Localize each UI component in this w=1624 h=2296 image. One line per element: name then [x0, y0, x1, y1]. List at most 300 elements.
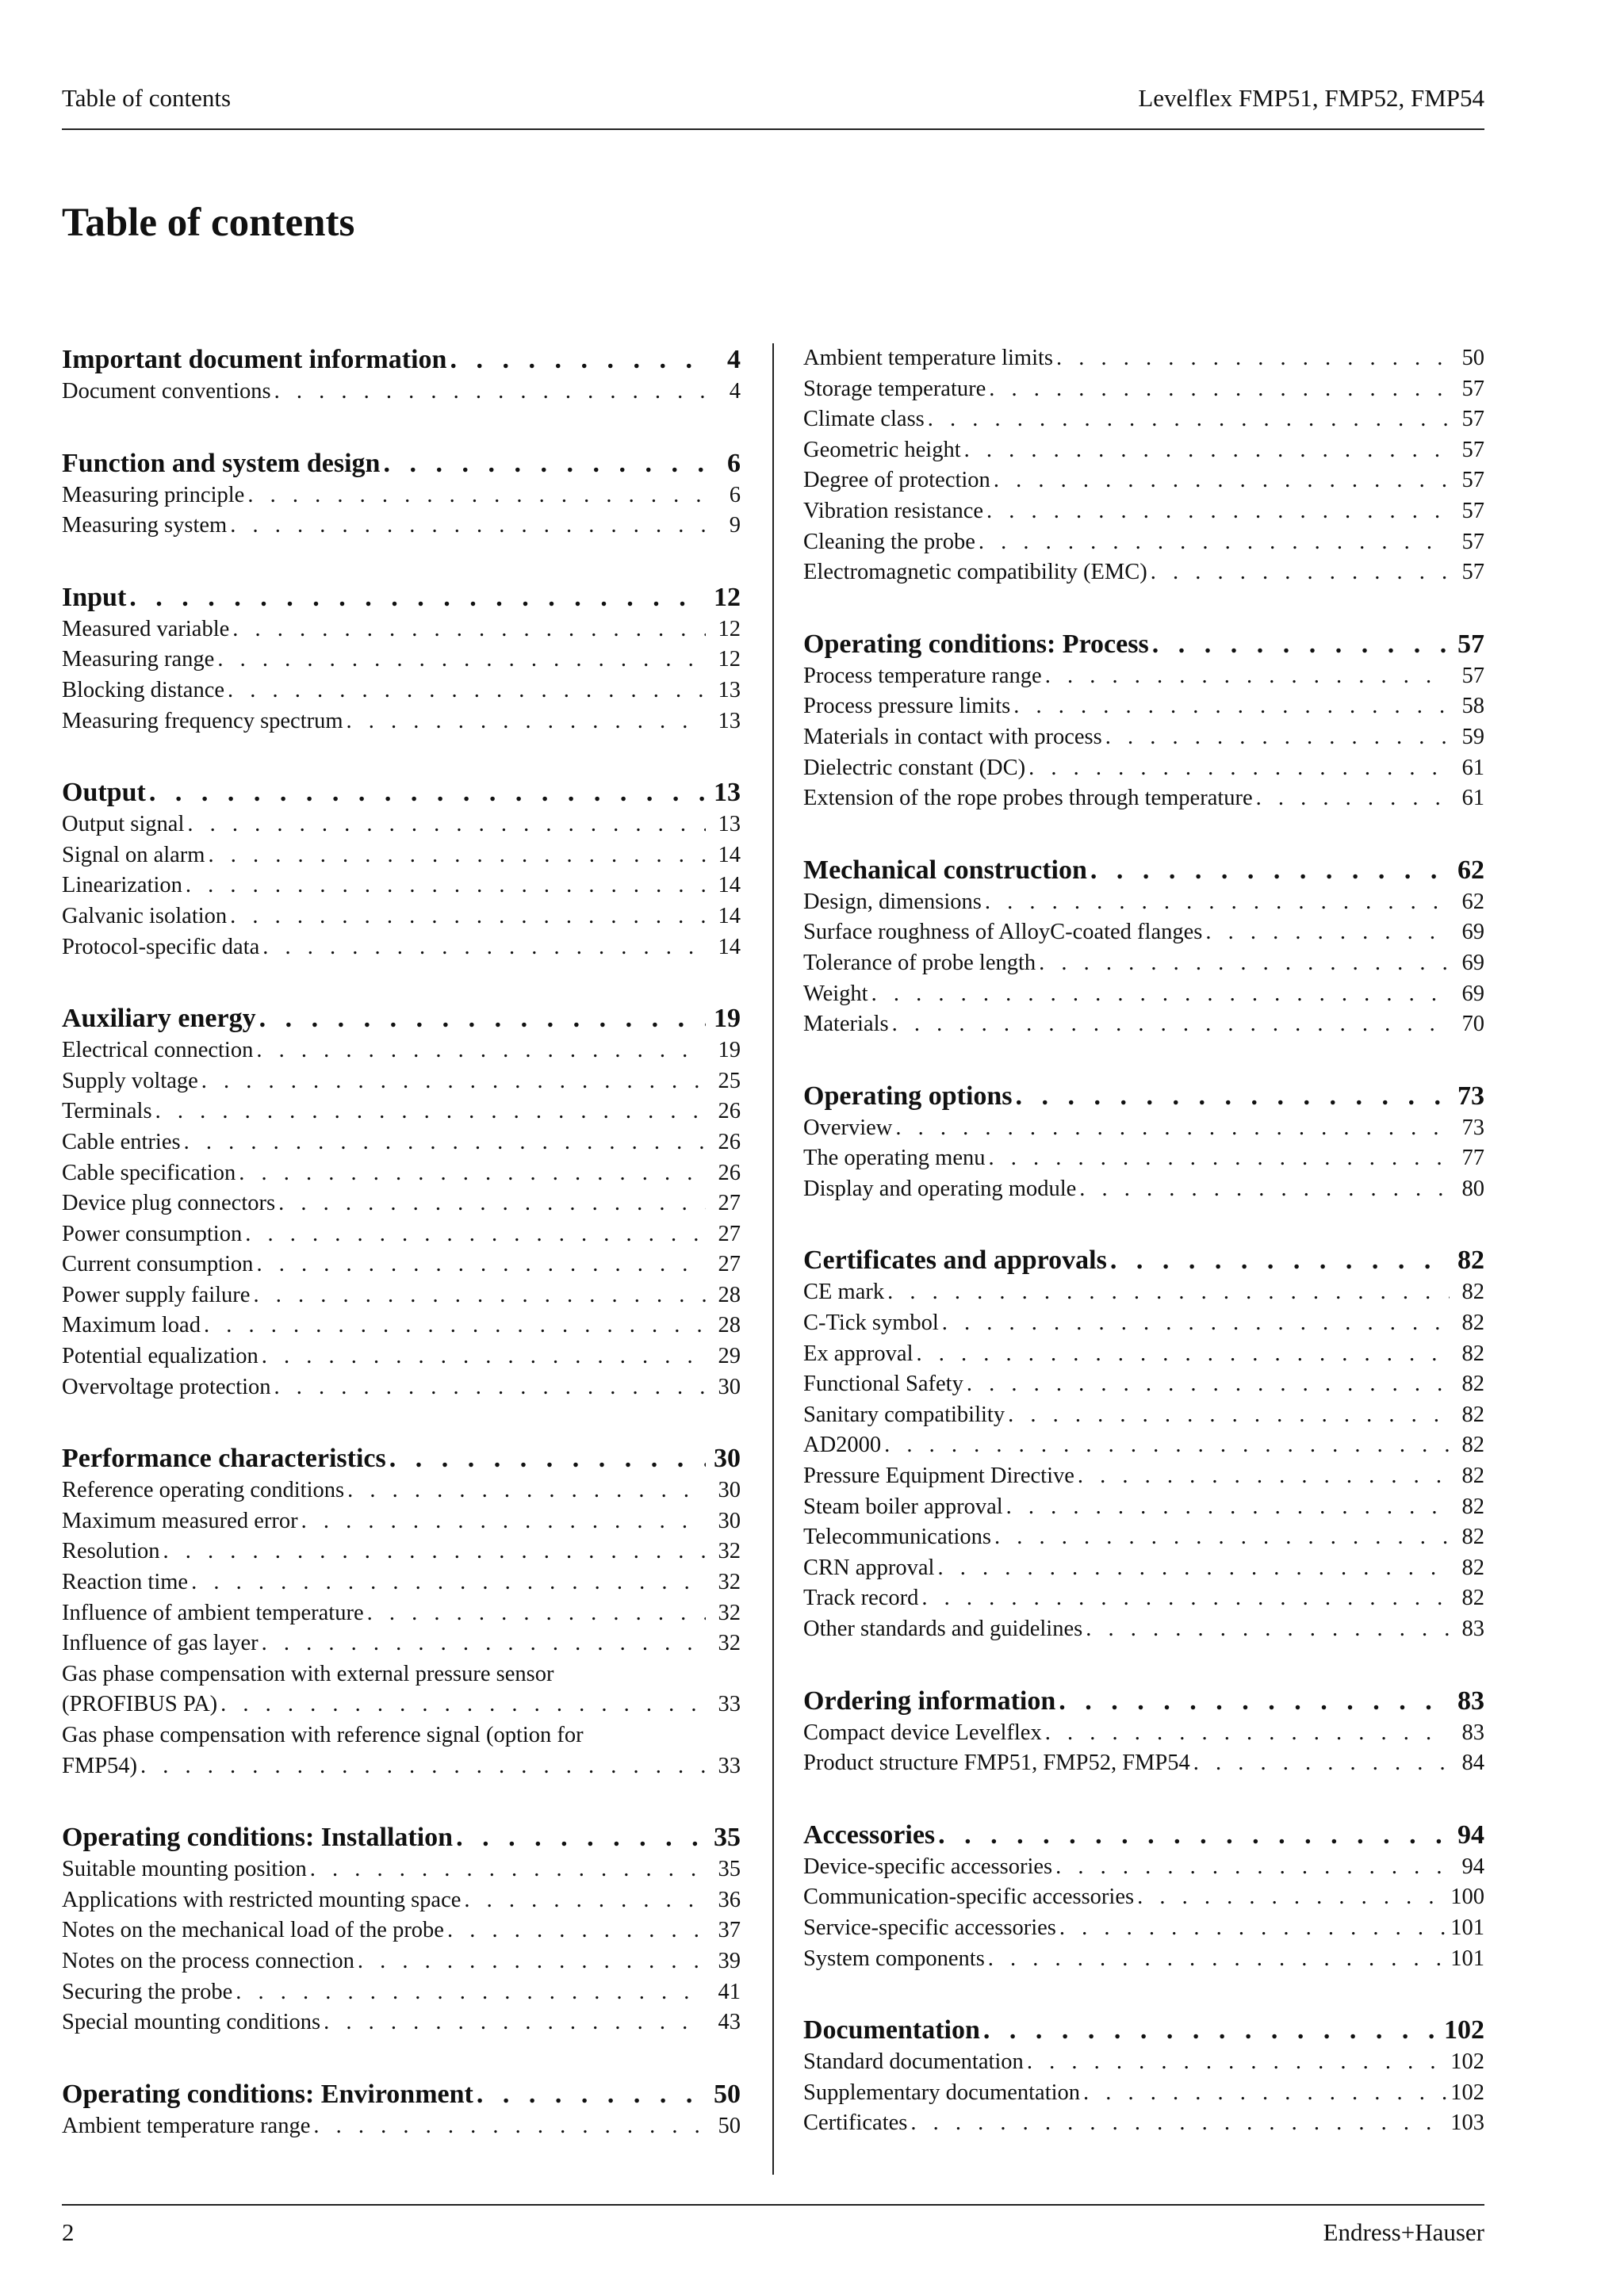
- dot-leader: [228, 675, 706, 706]
- toc-entry-title: Sanitary compatibility: [803, 1402, 1005, 1427]
- toc-entry[interactable]: [803, 1009, 1484, 1040]
- toc-entry-title: Electrical connection: [62, 1038, 254, 1063]
- section-gap: [803, 1204, 1484, 1244]
- dot-leader: [262, 932, 706, 963]
- toc-section-page: 4: [727, 345, 741, 374]
- toc-entry-page: 41: [718, 1979, 741, 2004]
- toc-entry[interactable]: [62, 706, 741, 737]
- toc-entry[interactable]: [62, 1475, 741, 1506]
- toc-entry-wrapped-line[interactable]: Gas phase compensation with external pressure sensor: [62, 1661, 554, 1686]
- dot-leader: [201, 1066, 706, 1097]
- toc-section-heading[interactable]: [803, 854, 1484, 887]
- section-gap: [62, 1402, 741, 1442]
- toc-section-heading[interactable]: [803, 1685, 1484, 1718]
- toc-entry-page: 30: [718, 1478, 741, 1503]
- dot-leader: [983, 2014, 1441, 2047]
- dot-leader: [204, 1311, 706, 1341]
- toc-entry[interactable]: [62, 1946, 741, 1977]
- toc-entry[interactable]: [803, 1913, 1484, 1944]
- toc-entry[interactable]: [62, 1689, 741, 1720]
- toc-entry[interactable]: [803, 1944, 1484, 1975]
- toc-entry[interactable]: [803, 1718, 1484, 1749]
- toc-entry[interactable]: [62, 1158, 741, 1189]
- toc-entry-page: 69: [1461, 981, 1484, 1006]
- toc-entry-page: 103: [1450, 2110, 1484, 2136]
- dot-leader: [313, 2111, 706, 2142]
- toc-entry-title: Protocol-specific data: [62, 934, 260, 959]
- toc-entry-page: 82: [1461, 1311, 1484, 1336]
- toc-section-title: Auxiliary energy: [62, 1004, 256, 1034]
- toc-entry[interactable]: [803, 1430, 1484, 1461]
- toc-entry-title: Measuring frequency spectrum: [62, 708, 343, 733]
- footer-rule: [62, 2204, 1484, 2206]
- toc-entry[interactable]: [803, 404, 1484, 435]
- toc-entry-title: Measuring range: [62, 647, 215, 672]
- toc-entry[interactable]: [803, 2047, 1484, 2078]
- toc-entry[interactable]: [803, 343, 1484, 374]
- toc-entry-title: Maximum measured error: [62, 1508, 298, 1533]
- toc-entry-title: Output signal: [62, 812, 185, 837]
- dot-leader: [887, 1277, 1450, 1308]
- toc-entry[interactable]: [62, 675, 741, 706]
- dot-leader: [274, 1372, 706, 1403]
- toc-entry-title: Pressure Equipment Directive: [803, 1464, 1074, 1489]
- toc-entry[interactable]: [62, 1977, 741, 2008]
- toc-section-heading[interactable]: [803, 1819, 1484, 1852]
- toc-entry-page: 61: [1461, 786, 1484, 811]
- dot-leader: [347, 1475, 706, 1506]
- toc-entry[interactable]: [803, 527, 1484, 558]
- dot-leader: [247, 480, 706, 511]
- toc-entry[interactable]: [803, 1308, 1484, 1339]
- toc-section-page: 13: [714, 778, 741, 808]
- dot-leader: [450, 343, 706, 377]
- toc-entry-page: 73: [1461, 1115, 1484, 1140]
- toc-entry[interactable]: [803, 1614, 1484, 1645]
- dot-leader: [256, 1249, 706, 1280]
- toc-section-page: 50: [714, 2079, 741, 2109]
- dot-leader: [253, 1280, 706, 1311]
- toc-entry-page: 32: [718, 1539, 741, 1564]
- section-gap: [803, 1974, 1484, 2014]
- dot-leader: [464, 1885, 706, 1916]
- dot-leader: [383, 447, 706, 480]
- toc-section-heading[interactable]: [803, 628, 1484, 661]
- dot-leader: [986, 496, 1450, 527]
- toc-section-page: 30: [714, 1444, 741, 1474]
- toc-entry-title: Display and operating module: [803, 1176, 1077, 1201]
- toc-entry-page: 57: [1461, 560, 1484, 585]
- toc-entry[interactable]: [803, 2078, 1484, 2109]
- toc-entry[interactable]: [62, 1598, 741, 1629]
- dot-leader: [1137, 1882, 1447, 1913]
- dot-leader: [1059, 1685, 1450, 1718]
- toc-entry-title: Ambient temperature limits: [803, 346, 1054, 370]
- dot-leader: [1205, 917, 1450, 948]
- toc-entry[interactable]: [62, 1249, 741, 1280]
- section-gap: [803, 1645, 1484, 1685]
- section-gap: [62, 541, 741, 581]
- toc-entry[interactable]: [803, 1882, 1484, 1913]
- toc-entry[interactable]: [803, 753, 1484, 784]
- dot-leader: [1039, 948, 1450, 979]
- dot-leader: [1013, 691, 1450, 722]
- toc-entry-title: Measured variable: [62, 616, 230, 641]
- toc-entry-title: CRN approval: [803, 1555, 935, 1580]
- toc-entry-page: 82: [1461, 1555, 1484, 1580]
- toc-entry[interactable]: [803, 887, 1484, 918]
- dot-leader: [989, 1143, 1450, 1174]
- toc-entry[interactable]: [62, 1035, 741, 1066]
- toc-entry[interactable]: [803, 2108, 1484, 2139]
- toc-section-title: Important document information: [62, 345, 447, 374]
- toc-entry[interactable]: [803, 1852, 1484, 1883]
- toc-entry-page: 101: [1450, 1915, 1484, 1940]
- toc-section-title: Input: [62, 582, 127, 612]
- toc-entry-title: Cleaning the probe: [803, 529, 975, 554]
- toc-section-heading[interactable]: [62, 1442, 741, 1475]
- dot-leader: [278, 1188, 706, 1219]
- toc-entry-title: Extension of the rope probes through temperature: [803, 786, 1253, 811]
- toc-entry[interactable]: [62, 1066, 741, 1097]
- toc-entry[interactable]: [803, 465, 1484, 496]
- toc-entry[interactable]: [803, 917, 1484, 948]
- dot-leader: [155, 1096, 706, 1127]
- toc-entry[interactable]: [62, 2007, 741, 2038]
- toc-entry[interactable]: [803, 557, 1484, 588]
- toc-entry[interactable]: [62, 901, 741, 932]
- toc-entry-page: 26: [718, 1129, 741, 1154]
- toc-entry-page: 30: [718, 1508, 741, 1533]
- dot-leader: [324, 2007, 706, 2038]
- toc-entry[interactable]: [803, 1461, 1484, 1492]
- dot-leader: [1086, 1614, 1450, 1645]
- toc-entry-page: 59: [1461, 724, 1484, 749]
- toc-entry-page: 57: [1461, 437, 1484, 462]
- dot-leader: [217, 645, 706, 675]
- dot-leader: [994, 1522, 1450, 1553]
- dot-leader: [232, 614, 706, 645]
- dot-leader: [140, 1751, 706, 1782]
- toc-entry-title: Functional Safety: [803, 1372, 963, 1397]
- toc-section-title: Function and system design: [62, 448, 381, 478]
- toc-entry[interactable]: [62, 809, 741, 840]
- dot-leader: [187, 809, 706, 840]
- toc-section-page: 83: [1457, 1686, 1484, 1716]
- toc-entry[interactable]: [62, 1280, 741, 1311]
- toc-entry[interactable]: [62, 1854, 741, 1885]
- toc-entry-title: Notes on the process connection: [62, 1948, 354, 1973]
- toc-entry-title: Service-specific accessories: [803, 1915, 1056, 1940]
- toc-entry[interactable]: [62, 1311, 741, 1341]
- section-gap: [803, 588, 1484, 628]
- toc-section-title: Operating conditions: Process: [803, 629, 1149, 659]
- running-header-left: Table of contents: [62, 84, 232, 112]
- toc-entry-page: 69: [1461, 950, 1484, 975]
- toc-entry[interactable]: [803, 1369, 1484, 1400]
- toc-entry-title: Communication-specific accessories: [803, 1885, 1135, 1910]
- toc-entry[interactable]: [62, 377, 741, 408]
- toc-section-heading[interactable]: [62, 2078, 741, 2111]
- section-gap: [803, 814, 1484, 854]
- dot-leader: [274, 377, 706, 408]
- toc-entry[interactable]: [803, 374, 1484, 405]
- toc-entry-page: 9: [729, 513, 741, 538]
- toc-entry[interactable]: [62, 645, 741, 675]
- toc-entry[interactable]: [803, 1553, 1484, 1584]
- toc-entry-title: Potential equalization: [62, 1344, 259, 1369]
- toc-entry-page: 83: [1461, 1720, 1484, 1745]
- toc-entry[interactable]: [62, 480, 741, 511]
- toc-section-heading[interactable]: [62, 581, 741, 614]
- toc-entry[interactable]: [62, 1127, 741, 1158]
- dot-leader: [149, 776, 706, 809]
- toc-entry-page: 14: [718, 873, 741, 898]
- toc-section-title: Accessories: [803, 1820, 936, 1850]
- dot-leader: [220, 1689, 706, 1720]
- toc-entry-title: Suitable mounting position: [62, 1857, 307, 1882]
- dot-leader: [389, 1442, 706, 1475]
- toc-entry[interactable]: [62, 840, 741, 871]
- toc-entry-page: 50: [718, 2113, 741, 2138]
- toc-entry[interactable]: [62, 1341, 741, 1372]
- toc-entry-page: 26: [718, 1160, 741, 1185]
- toc-entry-page: 80: [1461, 1176, 1484, 1201]
- toc-section-heading[interactable]: [62, 1002, 741, 1035]
- section-gap: [62, 962, 741, 1002]
- dot-leader: [191, 1567, 706, 1598]
- dot-leader: [256, 1035, 706, 1066]
- toc-entry-page: 62: [1461, 889, 1484, 914]
- toc-entry-title: AD2000: [803, 1433, 882, 1458]
- toc-entry[interactable]: [803, 691, 1484, 722]
- toc-entry-title: Electromagnetic compatibility (EMC): [803, 560, 1147, 585]
- toc-entry-page: 82: [1461, 1525, 1484, 1550]
- dot-leader: [938, 1819, 1450, 1852]
- toc-entry-page: 27: [718, 1221, 741, 1246]
- running-header-right: Levelflex FMP51, FMP52, FMP54: [1138, 84, 1484, 112]
- toc-entry-page: 26: [718, 1099, 741, 1124]
- toc-entry[interactable]: [62, 871, 741, 901]
- toc-entry-title: Document conventions: [62, 379, 271, 404]
- toc-entry[interactable]: [803, 1174, 1484, 1205]
- toc-entry-title: Dielectric constant (DC): [803, 755, 1026, 780]
- toc-entry-title: Galvanic isolation: [62, 903, 228, 928]
- toc-section-title: Mechanical construction: [803, 855, 1087, 885]
- dot-leader: [245, 1219, 706, 1250]
- toc-entry-title: Ambient temperature range: [62, 2113, 311, 2138]
- toc-entry-page: 27: [718, 1252, 741, 1277]
- toc-entry[interactable]: [62, 1628, 741, 1659]
- toc-entry-title: Tolerance of probe length: [803, 950, 1036, 975]
- dot-leader: [163, 1536, 706, 1567]
- dot-leader: [310, 1854, 706, 1885]
- toc-entry[interactable]: [803, 1492, 1484, 1523]
- dot-leader: [895, 1113, 1450, 1144]
- toc-entry-page: 82: [1461, 1341, 1484, 1366]
- toc-entry-page: 4: [729, 379, 741, 404]
- toc-entry[interactable]: [803, 948, 1484, 979]
- dot-leader: [208, 840, 706, 871]
- toc-entry[interactable]: [803, 1400, 1484, 1431]
- toc-entry-page: 33: [718, 1692, 741, 1717]
- dot-leader: [367, 1598, 706, 1629]
- dot-leader: [262, 1628, 706, 1659]
- dot-leader: [985, 887, 1450, 918]
- toc-entry-page: 43: [718, 2010, 741, 2035]
- toc-section-title: Performance characteristics: [62, 1444, 386, 1474]
- dot-leader: [1055, 1852, 1450, 1883]
- toc-entry-title: Storage temperature: [803, 376, 986, 401]
- toc-entry[interactable]: [62, 1915, 741, 1946]
- toc-entry-page: 57: [1461, 376, 1484, 401]
- toc-entry-title: Power consumption: [62, 1221, 243, 1246]
- toc-entry[interactable]: [803, 722, 1484, 753]
- toc-section-heading[interactable]: [62, 343, 741, 377]
- toc-entry-page: 14: [718, 903, 741, 928]
- toc-entry-title: Ex approval: [803, 1341, 914, 1366]
- toc-entry[interactable]: [62, 932, 741, 963]
- toc-entry-page: 13: [718, 677, 741, 702]
- toc-entry[interactable]: [62, 1096, 741, 1127]
- toc-entry-title: Geometric height: [803, 437, 961, 462]
- toc-section-title: Operating options: [803, 1081, 1013, 1111]
- toc-entry-page: 57: [1461, 407, 1484, 432]
- toc-entry-title: Overvoltage protection: [62, 1374, 271, 1399]
- toc-entry-title: The operating menu: [803, 1146, 986, 1171]
- toc-entry-title: Influence of gas layer: [62, 1631, 259, 1656]
- dot-leader: [236, 1977, 706, 2008]
- toc-entry[interactable]: [803, 1583, 1484, 1614]
- toc-section-heading[interactable]: [62, 447, 741, 480]
- dot-leader: [1083, 2078, 1447, 2109]
- toc-entry-title: Supplementary documentation: [803, 2080, 1081, 2105]
- section-gap: [803, 1779, 1484, 1819]
- toc-entry[interactable]: [62, 511, 741, 541]
- toc-entry[interactable]: [803, 1748, 1484, 1779]
- toc-section-heading[interactable]: [803, 2014, 1484, 2047]
- toc-entry-title: Standard documentation: [803, 2049, 1024, 2075]
- dot-leader: [917, 1339, 1450, 1370]
- toc-entry-title: Cable entries: [62, 1129, 181, 1154]
- dot-leader: [447, 1915, 706, 1946]
- toc-entry[interactable]: [803, 496, 1484, 527]
- toc-section-heading[interactable]: [803, 1080, 1484, 1113]
- toc-right-column: [803, 343, 1484, 2139]
- dot-leader: [347, 706, 706, 737]
- toc-entry-page: 12: [718, 616, 741, 641]
- dot-leader: [1008, 1400, 1450, 1431]
- dot-leader: [892, 1009, 1450, 1040]
- toc-section-title: Documentation: [803, 2015, 980, 2045]
- toc-entry[interactable]: [62, 1188, 741, 1219]
- toc-entry-title: Certificates: [803, 2110, 908, 2136]
- toc-entry-title: Resolution: [62, 1539, 160, 1564]
- toc-entry[interactable]: [803, 661, 1484, 692]
- toc-entry-title: (PROFIBUS PA): [62, 1692, 218, 1717]
- toc-entry-title: Weight: [803, 981, 868, 1006]
- toc-section-heading[interactable]: [803, 1244, 1484, 1277]
- toc-section-page: 73: [1457, 1081, 1484, 1111]
- toc-entry-page: 70: [1461, 1012, 1484, 1037]
- toc-entry[interactable]: [803, 435, 1484, 466]
- toc-section-heading[interactable]: [62, 776, 741, 809]
- toc-entry[interactable]: [62, 1219, 741, 1250]
- dot-leader: [186, 871, 706, 901]
- toc-section-heading[interactable]: [62, 1821, 741, 1854]
- toc-entry-page: 27: [718, 1191, 741, 1216]
- toc-entry[interactable]: [803, 1277, 1484, 1308]
- toc-entry[interactable]: [803, 1522, 1484, 1553]
- dot-leader: [884, 1430, 1450, 1461]
- toc-section-page: 57: [1457, 629, 1484, 659]
- toc-entry-page: 61: [1461, 755, 1484, 780]
- toc-entry-page: 29: [718, 1344, 741, 1369]
- dot-leader: [456, 1821, 706, 1854]
- toc-section-title: Ordering information: [803, 1686, 1056, 1716]
- dot-leader: [1078, 1461, 1450, 1492]
- toc-entry-page: 13: [718, 708, 741, 733]
- toc-entry-page: 82: [1461, 1402, 1484, 1427]
- toc-entry[interactable]: [62, 2111, 741, 2142]
- toc-entry-page: 94: [1461, 1854, 1484, 1879]
- toc-entry[interactable]: [62, 1751, 741, 1782]
- toc-entry-title: Device-specific accessories: [803, 1854, 1053, 1879]
- toc-entry[interactable]: [803, 783, 1484, 814]
- toc-entry[interactable]: [803, 979, 1484, 1010]
- toc-entry-title: Supply voltage: [62, 1068, 198, 1093]
- toc-entry-page: 58: [1461, 694, 1484, 719]
- section-gap: [62, 737, 741, 776]
- dot-leader: [1090, 854, 1450, 887]
- toc-section-page: 62: [1457, 855, 1484, 885]
- toc-entry-page: 102: [1450, 2049, 1484, 2075]
- toc-entry-title: Maximum load: [62, 1313, 201, 1338]
- toc-entry-page: 33: [718, 1753, 741, 1778]
- toc-entry[interactable]: [62, 614, 741, 645]
- toc-entry-title: Process pressure limits: [803, 694, 1011, 719]
- toc-entry-page: 84: [1461, 1751, 1484, 1776]
- toc-entry[interactable]: [803, 1143, 1484, 1174]
- toc-entry[interactable]: [803, 1113, 1484, 1144]
- toc-section-title: Operating conditions: Environment: [62, 2079, 473, 2109]
- dot-leader: [1151, 557, 1450, 588]
- toc-entry[interactable]: [62, 1567, 741, 1598]
- toc-entry-page: 28: [718, 1313, 741, 1338]
- toc-entry[interactable]: [62, 1536, 741, 1567]
- toc-entry-wrapped-line[interactable]: Gas phase compensation with reference signal (option for: [62, 1723, 584, 1747]
- toc-entry-page: 35: [718, 1857, 741, 1882]
- toc-entry[interactable]: [803, 1339, 1484, 1370]
- dot-leader: [230, 511, 706, 541]
- toc-section-page: 6: [727, 448, 741, 478]
- toc-section-page: 35: [714, 1823, 741, 1853]
- column-divider: [772, 343, 774, 2175]
- dot-leader: [1045, 1718, 1450, 1749]
- toc-entry-title: CE mark: [803, 1280, 885, 1305]
- toc-entry[interactable]: [62, 1372, 741, 1403]
- toc-entry-title: Influence of ambient temperature: [62, 1600, 364, 1625]
- toc-entry[interactable]: [62, 1885, 741, 1916]
- toc-entry-page: 82: [1461, 1280, 1484, 1305]
- toc-entry-page: 12: [718, 647, 741, 672]
- toc-section-title: Operating conditions: Installation: [62, 1823, 454, 1853]
- toc-entry[interactable]: [62, 1506, 741, 1537]
- toc-entry-title: Process temperature range: [803, 663, 1042, 688]
- toc-entry-title: Other standards and guidelines: [803, 1617, 1083, 1641]
- section-gap: [62, 408, 741, 447]
- toc-section-page: 102: [1444, 2015, 1484, 2045]
